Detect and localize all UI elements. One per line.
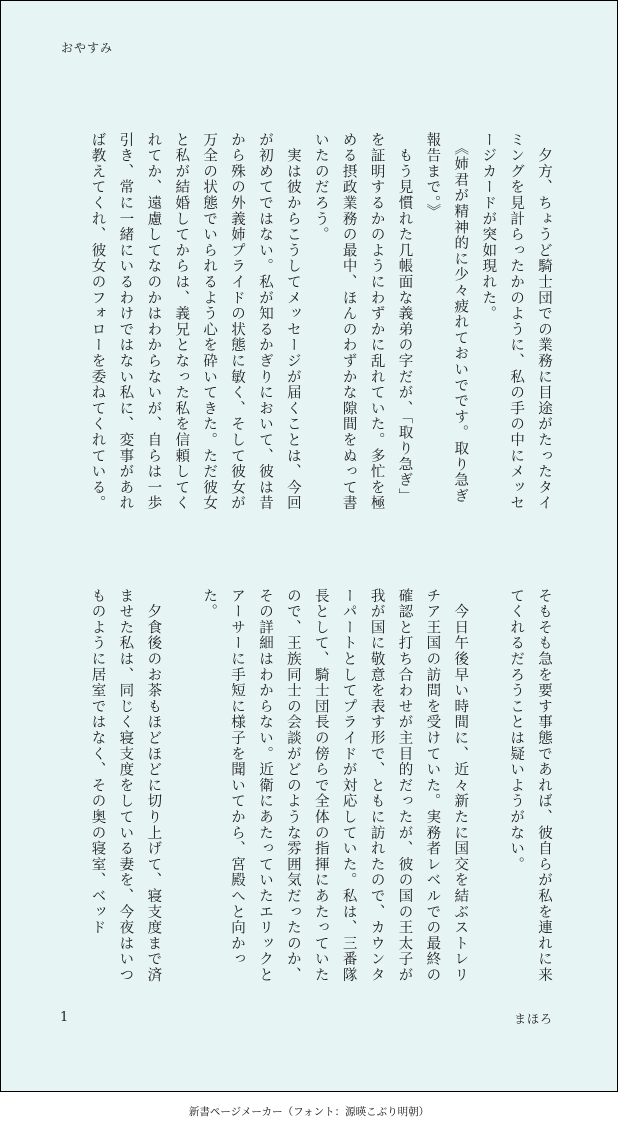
upper-text-block: 夕方、ちょうど騎士団での業務に目途がたったタイミングを見計らったかのように、私の手の中にメッセージカードが突如現れた。 《姉君が精神的に少々疲れておいでです。取り急ぎ報告まで。》 もう見慣れた几帳面な義弟の字だが、「取り急ぎ」を証明するかのようにわずかに乱れていた。多忙を極める摂政業務の最中、ほんのわずかな隙間をぬって書いたのだろう。 実は彼からこうしてメッセージが届くことは、今回が初めてではない。私が知るかぎりにおいて、彼は昔から殊の外義姉プライドの状態に敏く、そして彼女が万全の状態でいられるよう心を砕いてきた。ただ彼女と私が結婚してからは、義兄となった私を信頼してくれてか、遠慮してなのかはわからないが、自らは一歩引き、常に一緒にいるわけではない私に、変事があれば教えてくれ、彼女のフォローを委ねてくれている。 — [89, 132, 552, 512]
author-name: まほろ — [513, 1012, 553, 1026]
generator-caption: 新書ページメーカー（フォント：源暎こぶり明朝） — [188, 1106, 430, 1118]
lower-text-block: そもそも急を要す事態であれば、彼自らが私を連れに来てくれるだろうことは疑いようがない。 今日午後早い時間に、近々新たに国交を結ぶストレリチア王国の訪問を受けていた。実務者レベルでの最終の確認と打ち合わせが主目的だったが、彼の国の王太子が我が国に敬意を表す形で、ともに訪れたので、カウンターパートとしてプライドが対応していた。私は、三番隊長として、騎士団長の傍らで全体の指揮にあたっていたので、王族同士の会談がどのような雰囲気だったのか、その詳細はわからない。近衛にあたっていたエリックとアーサーに手短に様子を聞いてから、宮殿へと向かった。 夕食後のお茶もほどほどに切り上げて、寝支度まで済ませた私は、同じく寝支度をしている妻を、今夜はいつものように居室ではなく、その奥の寝室、ベッド — [89, 588, 552, 983]
page-number: 1 — [60, 1010, 70, 1025]
page-title: おやすみ — [61, 41, 114, 55]
